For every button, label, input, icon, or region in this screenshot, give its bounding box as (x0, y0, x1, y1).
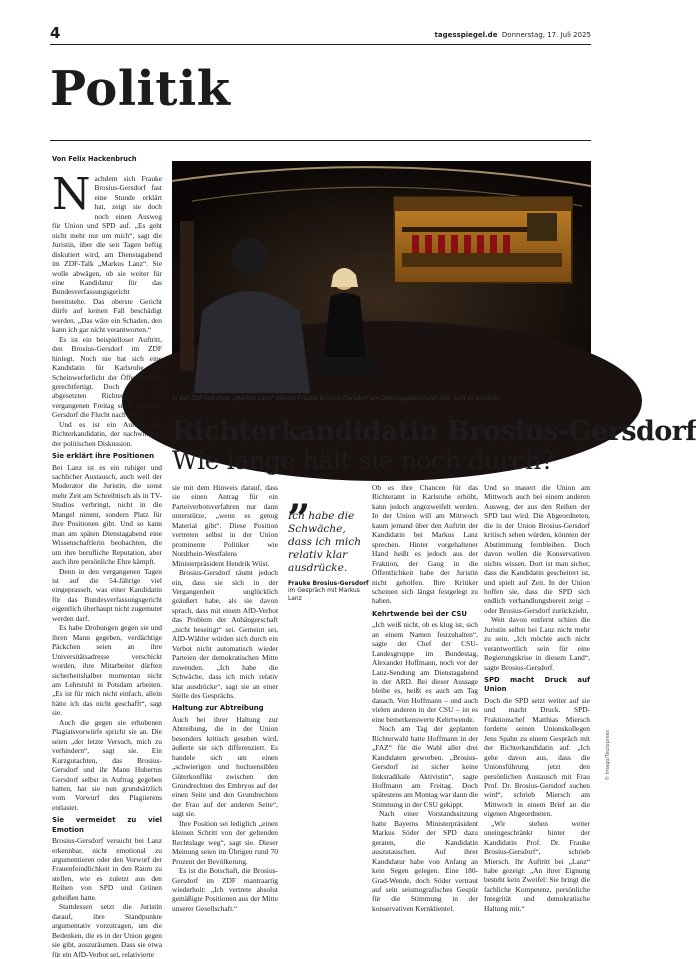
subheading: Kehrtwende bei der CSU (372, 609, 467, 618)
header-rule (50, 44, 591, 45)
paragraph: Es ist ein beispielloser Auftritt, den Brosius-Gersdorf im ZDF hinlegt. Noch nie hat sich eine Kandidatin für Karlsruhe im Scheinwerferlicht der Öffentlichkeit gerechtfertigt. Doch nach der abgesetzten Richterwahl am vergangenen Freitag sucht Brosius-Gersdorf die Flucht nach vorn. (52, 334, 162, 420)
photo-credit: © Imago/Teutopress (605, 730, 611, 781)
photo-caption: In der ZDF-Talkshow „Markus Lanz“ bekam Frauke Brosius-Gersdorf am Dienstagabend viel Zeit, sich zu erklären. (172, 396, 502, 402)
paragraph: Noch am Tag der geplanten Richterwahl hatte Hoffmann in der „FAZ“ für die Wahl aller drei Kandidaten geworben. „Brosius-Gersdorf ist sicher keine linksradikale Aktivistin“, sagte Hoffmann am Freitag. Doch spätestens am Montag war dann die Stimmung in der CSU gekippt. (372, 724, 478, 809)
paragraph: Stattdessen setzt die Juristin darauf, ihre Standpunkte argumentativ vorzutragen, um die Bedenken, die es in der Union gegen sie gibt, auszuräumen. Dass sie etwa für ein AfD-Verbot sei, relativierte (52, 902, 162, 959)
section-title: Politik (50, 61, 231, 117)
byline: Von Felix Hackenbruch (52, 155, 137, 163)
talkshow-photo (172, 161, 591, 393)
subheadline: Wie lange hält sie noch durch? (172, 446, 555, 475)
paragraph: Es ist die Botschaft, die Brosius-Gersdorf im ZDF mantraartig wiederholt: „Ich vertrete absolut gemäßigte Positionen aus der Mitte unserer Gesellschaft.“ (172, 866, 278, 913)
issue-date: Donnerstag, 17. Juli 2025 (501, 31, 591, 39)
paragraph: Weit davon entfernt schien die Juristin selbst bei Lanz nicht mehr zu sein. „Ich möchte auch nicht verantwortlich sein für eine Regierungskrise in diesem Land“, sagte Brosius-Gersdorf. (484, 615, 590, 672)
column-3 (372, 483, 478, 913)
paragraph: Nach einer Vorstandssitzung hatte Bayerns Ministerpräsident Markus Söder der SPD dazu geraten, die Kandidatin auszutauschen. Auf ihrer Kandidatur habe von Anfang an kein Segen gelegen. Eine 180-Grad-Wende, doch Söder vertraut auf sein seismografisches Gespür für die Stimmung in der konservativen Kernklientel. (372, 809, 478, 913)
paragraph: Brosius-Gersdorf versucht bei Lanz erkennbar, nicht emotional zu argumentieren oder den Vorwurf der Frauenfeindlichkeit in den Raum zu stellen, wie es zuletzt aus den Reihen von SPD und Grünen geheißen hatte. (52, 836, 162, 902)
paragraph: Und so mauert die Union am Mittwoch auch bei einem anderen Ausweg, der aus den Reihen der SPD laut wird. Die Abgeordneten, die in der Union Brosius-Gersdorf kritisch sehen würden, könnten der Abstimmung fernbleiben. Doch davon wollen die Konservativen nichts wissen. Dort ist man sicher, dass die Kandidatin gescheitert ist, und spielt auf Zeit. In der Union hoffen sie, dass die SPD sich endlich verhandlungsbereit zeigt – oder Brosius-Gersdorf zurückzieht. (484, 483, 590, 615)
headline: Richterkandidatin Brosius-Gersdorf (172, 416, 696, 447)
paragraph: Und es ist ein Auftritt der Richterkandidatin, der nachwirkt in der politischen Diskussion. (52, 419, 162, 448)
paragraph: achdem sich Frauke Brosius-Gersdorf fast eine Stunde erklärt hat, zeigt sie doch noch einen Ausweg für Union und SPD auf. „Es geht nicht mehr nur um mich“, sagt die Juristin, über die seit Tagen heftig diskutiert wird, am Dienstagabend im ZDF-Talk „Markus Lanz“. Sie wolle abwägen, ob sie weiter für eine Kandidatur für das Bundesverfassungsgericht bereitstehe. Das oberste Gericht dürfe auf keinen Fall beschädigt werden. „Das wäre ein Schaden, den kann ich gar nicht verantworten.“ (52, 174, 162, 335)
column-2 (172, 483, 278, 913)
article-photo (172, 161, 591, 393)
paragraph: „Ich weiß nicht, ob es klug ist, sich an einem Namen festzuhalten“, sagte der Chef der CSU-Landesgruppe im Bundestag, Alexander Hoffmann, noch vor der Lanz-Sendung am Dienstagabend in der ARD. Bei dieser Aussage bleibe es, heißt es auch am Tag danach. Von Hoffmann – und auch vielen anderen in der CSU – ist es eine bemerkenswerte Kehrtwende. (372, 620, 478, 724)
quote-mark: „ (288, 473, 312, 520)
paragraph: Auch die gegen sie erhobenen Plagiatsvorwürfe spricht sie an. Die seien „der letzte Versuch, mich zu verhindern“, sagt sie. Ein Kurzgutachten, das Brosius-Gersdorf und ihr Mann Hubertus Gersdorf selbst in Auftrag gegeben hatten, hat sie nun grundsätzlich vom Vorwurf des Plagiierens entlastet. (52, 717, 162, 812)
subheading: Haltung zur Abtreibung (172, 704, 264, 713)
paragraph: Denn in den vergangenen Tagen ist auf die 54-Jährige viel eingeprasselt, was einer Kandidatin für das Bundesverfassungsgericht eigentlich überhaupt nicht zugemutet werden darf. (52, 566, 162, 623)
section-rule (50, 140, 591, 141)
paragraph: Doch die SPD setzt weiter auf sie und macht Druck. SPD-Fraktionschef Matthias Miersch forderte seinen Unionskollegen Jens Spahn zu einem Gespräch mit der Richterkandidatin auf. „Ich gehe davon aus, dass die Unionsführung jetzt den persönlichen Austausch mit Frau Prof. Dr. Brosius-Gersdorf suchen wird“, schrieb Miersch am Mittwoch in einem Brief an die eigenen Abgeordneten. (484, 695, 590, 819)
pull-quote: Ich habe die Schwäche, dass ich mich relativ klar ausdrücke. (288, 510, 362, 574)
page-number: 4 (50, 24, 61, 42)
column-4 (484, 483, 590, 913)
quote-context: im Gespräch mit Markus Lanz (288, 588, 360, 602)
quote-source (288, 581, 372, 603)
subheading: Sie erklärt ihre Positionen (52, 452, 155, 461)
paragraph: Ihre Position sei lediglich „einen kleinen Schritt von der geltenden Rechtslage weg“, sagt sie. Dieser Meinung seien im Übrigen rund 70 Prozent der Bevölkerung. (172, 818, 278, 866)
column-1 (52, 169, 162, 959)
masthead (435, 31, 591, 39)
paragraph: Auch bei ihrer Haltung zur Abtreibung, die in der Union besonders kritisch gesehen wird, äußerte sie sich differenziert. Es handele sich um einen „schwierigen und hochsensiblen Güterkonflikt zwischen den Grundrechten des Embryos auf der einen Seite und den Grundrechten der Frau auf der anderen Seite“, sagt sie. (172, 714, 278, 819)
paragraph: sie mit dem Hinweis darauf, dass sie einen Antrag für ein Parteiverbotsverfahren nur dann unterstütze, „wenn es genug Material gibt“. Diese Position vertreten selbst in der Union prominente Politiker wie Nordrhein-Westfalens Ministerpräsident Hendrik Wüst. (172, 483, 278, 568)
paper-name: tagesspiegel.de (434, 31, 498, 39)
drop-cap: N (52, 169, 91, 220)
subheading: Sie vermeidet zu viel Emotion (52, 816, 162, 834)
paragraph: Brosius-Gersdorf räumt jedoch ein, dass sie sich in der Vergangenheit unglücklich geäußert habe, als sie davon sprach, dass mit einem AfD-Verbot das Problem der Anhängerschaft „nicht beseitigt“ sei. Gemeint sei, AfD-Wähler würden sich durch ein Verbot nicht automatisch wieder Parteien der demokratischen Mitte zuwenden. „Ich habe die Schwäche, dass ich mich relativ klar ausdrücke“, sagt sie an einer Stelle des Gesprächs. (172, 568, 278, 700)
paragraph: Bei Lanz ist es ein ruhiger und sachlicher Austausch, auch weil der Moderator die Juristin, die sonst mehr Zeit am Schreibtisch als in TV-Studios verbringt, nicht in die Mangel nimmt, sondern Platz für ihre Positionen gibt. Und so kann man am späten Dienstagabend eine Wissenschaftlerin beobachten, die um ihre berufliche Reputation, aber auch ihre persönliche Ehre kämpft. (52, 462, 162, 567)
paragraph: „Wir stehen weiter uneingeschränkt hinter der Kandidatin Prof. Dr. Frauke Brosius-Gersdorf“, schrieb Miersch. Ihr Auftritt bei „Lanz“ habe gezeigt: „An ihrer Eignung besteht kein Zweifel: Sie bringt die fachliche Kompetenz, persönliche Integrität und demokratische Haltung mit.“ (484, 818, 590, 913)
quote-speaker: Frauke Brosius-Gersdorf (288, 581, 369, 587)
lead-paragraph (52, 169, 162, 335)
subheading: SPD macht Druck auf Union (484, 676, 590, 694)
paragraph: Es habe Drohungen gegen sie und ihren Mann gegeben, verdächtige Päckchen seien an ihre Universitätsadresse verschickt worden, ihre Mitarbeiter dürften sicherheitshalber momentan nicht am Lehrstuhl in Potsdam arbeiten. „Es ist für mich nicht einfach, allein hätte ich das nicht geschafft“, sagt sie. (52, 623, 162, 718)
paragraph: Ob es ihre Chancen für das Richteramt in Karlsruhe erhöht, kann jedoch angezweifelt werden. In der Union will am Mittwoch kaum jemand über den Auftritt der Kandidatin bei Markus Lanz sprechen. Hinter vorgehaltener Hand heißt es jedoch aus der Fraktion, der Gang in die Öffentlichkeit habe der Juristin nicht geholfen. Ihre Kritiker scheinen sich längst festgelegt zu haben. (372, 483, 478, 606)
